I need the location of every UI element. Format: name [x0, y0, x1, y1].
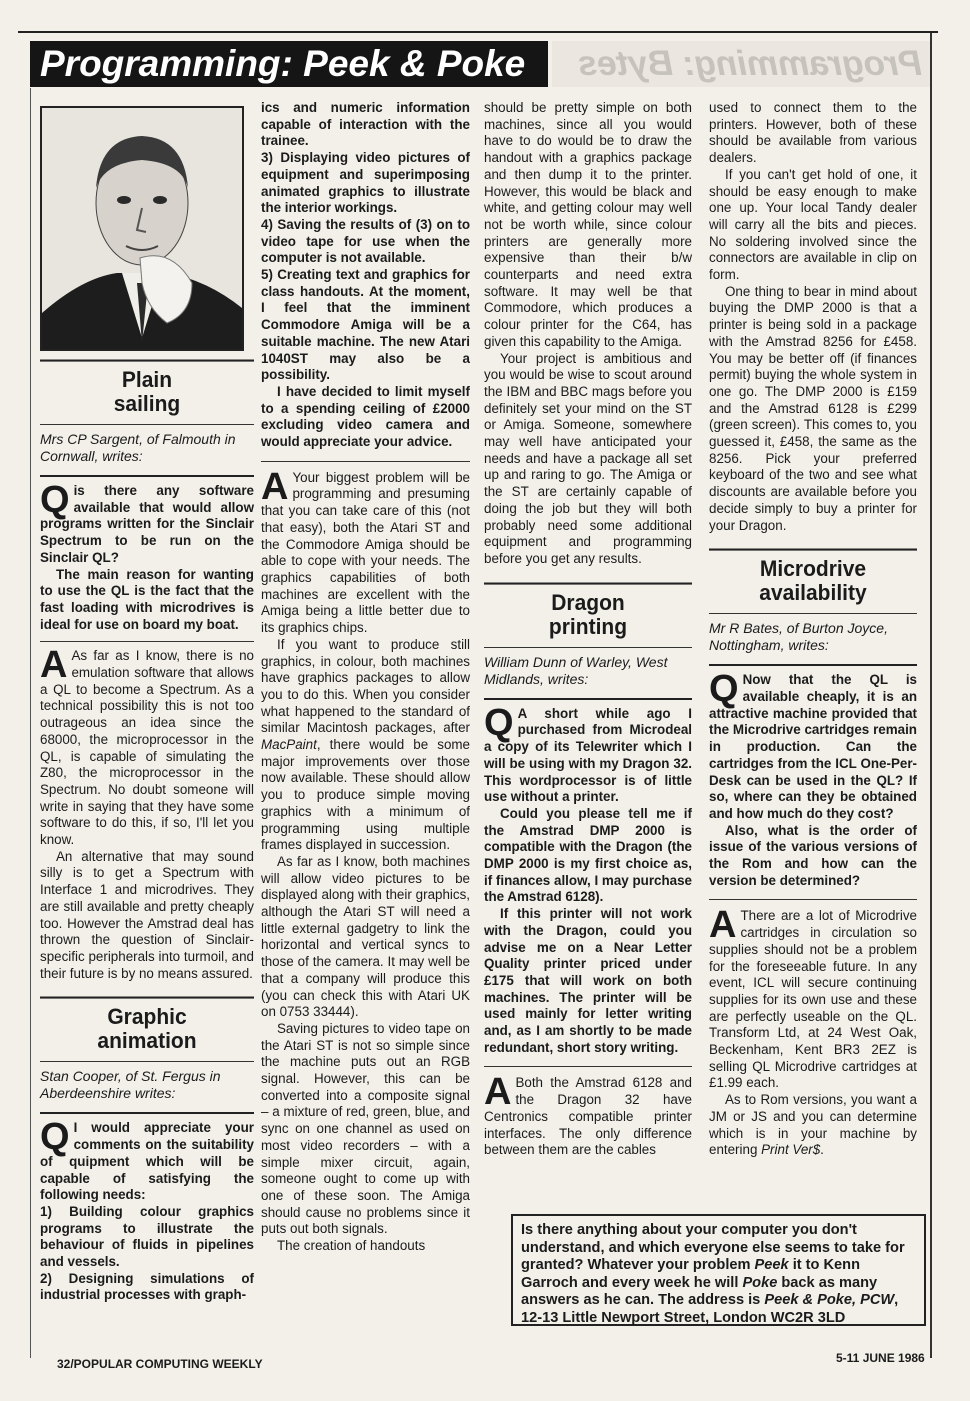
column-4: [709, 100, 917, 1159]
heading-line: printing: [548, 614, 628, 639]
question-text: 2) Designing simulations of industrial processes with graph-: [40, 1270, 254, 1303]
portrait-photo: [40, 106, 244, 351]
question-text: Also, what is the order of issue of the various versions of the Rom and how can the version be determined?: [709, 822, 917, 888]
drop-cap-q: Q: [40, 479, 70, 521]
writer-credit: William Dunn of Warley, West Midlands, writes:: [484, 653, 668, 687]
question-text: 4) Saving the results of (3) on to video tape for use when the computer is not available.: [261, 216, 470, 266]
answer-text: Both the Amstrad 6128 and the Dragon 32 have Centronics compatible printer interfaces. The only difference between them are the cables: [484, 1075, 692, 1158]
drop-cap-a: A: [40, 644, 68, 687]
question-text: A short while ago I purchased from Microdeal a copy of its Telewriter which I will be using with my Dragon 32. This wordprocessor is of little use without a printer.: [484, 705, 692, 805]
top-rule: [18, 31, 938, 33]
answer-text: [261, 637, 470, 854]
heading-line: sailing: [113, 392, 181, 417]
divider: [40, 1112, 254, 1114]
answer-text: [709, 1092, 917, 1159]
answer-text: If you can't get hold of one, it should be easy enough to make one up. Your local Tandy dealer will carry all the bits and pieces. No soldering involved since the connectors are available in clip on form.: [709, 166, 917, 283]
divider: [709, 664, 917, 666]
portrait-illustration: [42, 108, 242, 349]
heading-plain-sailing: [40, 360, 254, 423]
divider: [40, 424, 254, 425]
heading-graphic-animation: [40, 997, 254, 1060]
answer-text: The creation of handouts: [277, 1238, 426, 1254]
notice-text: Is there anything about your computer you don't understand, and which everyone else seems to take for granted? Whatever your problem: [521, 1222, 905, 1274]
question-text: I have decided to limit myself to a spending ceiling of £2000 excluding video camera and would appreciate your advice.: [261, 383, 470, 450]
answer-text: Your project is ambitious and you would be wise to scout around the IBM and BBC mags before you definitely set your mind on the ST or Amiga. Someone, somewhere may well have anticipated your needs and have a package all set up and raring to go. The Amiga or the ST are certainly capable of doing the job but they will both probably need some additional equipment and programming before you get any results.: [484, 350, 692, 566]
command-text: Print Ver$: [761, 1142, 821, 1158]
question-text: 1) Building colour graphics programs to illustrate the behaviour of fluids in pipelines and vessels.: [40, 1203, 254, 1270]
drop-cap-q: Q: [484, 701, 514, 744]
writer-credit: Stan Cooper, of St. Fergus in Aberdeenshire writes:: [40, 1068, 221, 1102]
answer-text: As far as I know, there is no emulation software that allows a QL to become a Spectrum. As a technical possibility this is not too outrageous an idea since the 68000, the microprocessor in the QL, is capable of simulating the Z80, the microprocessor in the Spectrum. No doubt someone will write in saying that they have some software to do this, if so, I'll let you know.: [40, 648, 254, 848]
divider: [40, 475, 254, 477]
heading-dragon-printing: [484, 582, 692, 645]
divider: [484, 1066, 692, 1067]
notice-emphasis: Peek: [754, 1257, 789, 1274]
page-footer-right: 5-11 JUNE 1986: [836, 1351, 925, 1365]
answer-text-part: As to Rom versions, you want a JM or JS and you can determine which is in your machine by entering: [709, 1092, 917, 1158]
divider: [40, 1061, 254, 1062]
drop-cap-a: A: [261, 465, 289, 508]
notice-text: back as many answers as he can. The address is: [521, 1274, 878, 1309]
show-through-text: Programming: Bytes: [552, 41, 930, 87]
submission-notice-box: [511, 1214, 926, 1326]
answer-text: Your biggest problem will be programming and presuming that you can take care of this (not that easy), both the Atari ST and the Commodore Amiga should be able to cope with your needs. The graphics capabilities of both machines are excellent with the Amiga being a little better due to its graphics chips.: [261, 469, 470, 636]
question-text: If this printer will not work with the Dragon, could you advise me on a Near Letter Quality printer priced under £175 that will work on both machines. The printer will be used mainly for letter writing and, as I am shortly to be made redundant, short story writing.: [484, 906, 692, 1055]
answer-text: There are a lot of Microdrive cartridges in circulation so supplies should not be a problem for the foreseeable future. In any event, ICL will secure continuing supplies for its own use and these are perfectly useable on the QL. Transform Ltd, at 24 West Oak, Beckenham, Kent BR3 2EZ is selling QL Microdrive cartridges at £1.99 each.: [709, 908, 917, 1091]
notice-text: , 12-13 Little Newport Street, London WC2R 3LD: [521, 1292, 899, 1326]
question-text: Could you please tell me if the Amstrad DMP 2000 is compatible with the Dragon (the DMP 2000 is my first choice as, if finances allow, I may purchase the Amstrad 6128).: [484, 805, 692, 905]
notice-emphasis: Poke: [742, 1274, 778, 1291]
answer-text-part: .: [820, 1142, 824, 1158]
question-text: I would appreciate your comments on the suitability of quipment which will be capable of satisfying the following needs:: [40, 1120, 254, 1203]
divider: [484, 698, 692, 700]
drop-cap-q: Q: [40, 1116, 70, 1159]
drop-cap-q: Q: [709, 668, 739, 711]
question-text: The main reason for wanting to use the QL is the fact that the fast loading with microdrives is ideal for use on board my boat.: [40, 566, 254, 632]
question-text: 5) Creating text and graphics for class handouts. At the moment, I feel that the imminent Commodore Amiga will be a suitable machine. The new Atari 1040ST may also be a possibility.: [261, 267, 470, 383]
heading-microdrive-availability: [709, 549, 917, 612]
answer-text: An alternative that may sound silly is to get a Spectrum with Interface 1 and microdrives. They are still available and pretty cheaply too. However the Amstrad deal has thrown the question of Sinclair-specific peripherals into turmoil, and their future is by no means assured.: [40, 848, 254, 981]
notice-emphasis: Peek & Poke, PCW: [764, 1292, 895, 1309]
column-2: [261, 100, 470, 1255]
answer-text: One thing to bear in mind about buying the DMP 2000 is that a printer is being sold in a package with the Amstrad 8256 for £458. You may be better off (if finances permit) buying the whole system in one go. The DMP 2000 is £159 and the Amstrad 6128 is £299 (green screen). This comes to, you guessed it, £458, the same as the 8256. Pick your preferred keyboard of the two and see what discounts are available before you decide simply to buy a printer for your Dragon.: [709, 283, 917, 533]
answer-text: As far as I know, both machines will allow video pictures to be displayed along with their graphics, although the Atari ST will need a little external gadgetry to link the horizontal and vertical syncs to those of the camera. It may well be that a company will produce this (you can check this with Atari UK on 0753 33444).: [261, 853, 470, 1020]
heading-line: Plain: [121, 367, 173, 393]
question-text: is there any software available that would allow programs written for the Sinclair Spectrum to be run on the Sinclair QL?: [40, 483, 254, 565]
answer-text-part: If you want to produce still graphics, in colour, both machines have graphics packages to allow you to do this. When you consider what happened to the standard of similar Macintosh packages, after: [261, 636, 470, 736]
heading-line: Microdrive: [759, 557, 867, 582]
divider: [484, 647, 692, 648]
writer-credit: Mrs CP Sargent, of Falmouth in Cornwall, writes:: [40, 431, 236, 464]
heading-line: availability: [759, 581, 867, 606]
divider: [709, 899, 917, 900]
notice-text: it to Kenn Garroch and every week he will: [521, 1257, 860, 1291]
column-1: [40, 100, 254, 1304]
question-text: ics and numeric information capable of interaction with the trainee.: [261, 100, 470, 149]
left-rule: [30, 88, 31, 1358]
writer-credit: Mr R Bates, of Burton Joyce, Nottingham, writes:: [709, 620, 888, 654]
question-text: 3) Displaying video pictures of equipment and superimposing animated graphics to illustrate the interior workings.: [261, 150, 470, 216]
answer-text-part: , there would be some major improvements over those now available. These should allow you to produce simple moving graphics with a minimum of programming using multiple frames displayed in succession.: [261, 737, 470, 853]
question-text: Now that the QL is available cheaply, it is an attractive machine provided that the Microdrive cartridges remain in production. Can the cartridges from the ICL One-Per-Desk can be used in the QL? If so, where can they be obtained and how much do they cost?: [709, 672, 917, 821]
page-title: Programming: Peek & Poke: [30, 41, 548, 87]
drop-cap-a: A: [484, 1071, 512, 1114]
right-rule: [930, 33, 932, 1358]
answer-text: Saving pictures to video tape on the Atari ST is not so simple since the machine puts out an RGB signal. However, this can be converted into a composite signal – a mixture of red, green, blue, and sync on one channel as used on most video recorders – with a simple mixer circuit, again, someone ought to come up with one of these soon. The Amiga should cause no problems since it puts out both signals.: [261, 1020, 470, 1237]
drop-cap-a: A: [709, 904, 737, 947]
divider: [261, 461, 470, 462]
answer-text: used to connect them to the printers. However, both of these should be available from various dealers.: [709, 100, 917, 166]
divider: [709, 613, 917, 614]
answer-text: should be pretty simple on both machines, since all you would have to do would be to draw the handout with a graphics package and then dump it to the printer. However, this would be black and white, and getting colour may well not be worth while, since colour printers are generally more expensive than their b/w counterparts and need extra software. It may well be that Commodore, which produces a colour printer for the C64, has given this capability to the Amiga.: [484, 100, 692, 349]
heading-line: Graphic: [107, 1005, 187, 1030]
software-title: MacPaint: [261, 737, 317, 753]
divider: [40, 641, 254, 642]
heading-line: animation: [97, 1029, 197, 1054]
page-footer-left: 32/POPULAR COMPUTING WEEKLY: [57, 1357, 263, 1371]
heading-line: Dragon: [551, 590, 625, 615]
column-3: [484, 100, 692, 1159]
